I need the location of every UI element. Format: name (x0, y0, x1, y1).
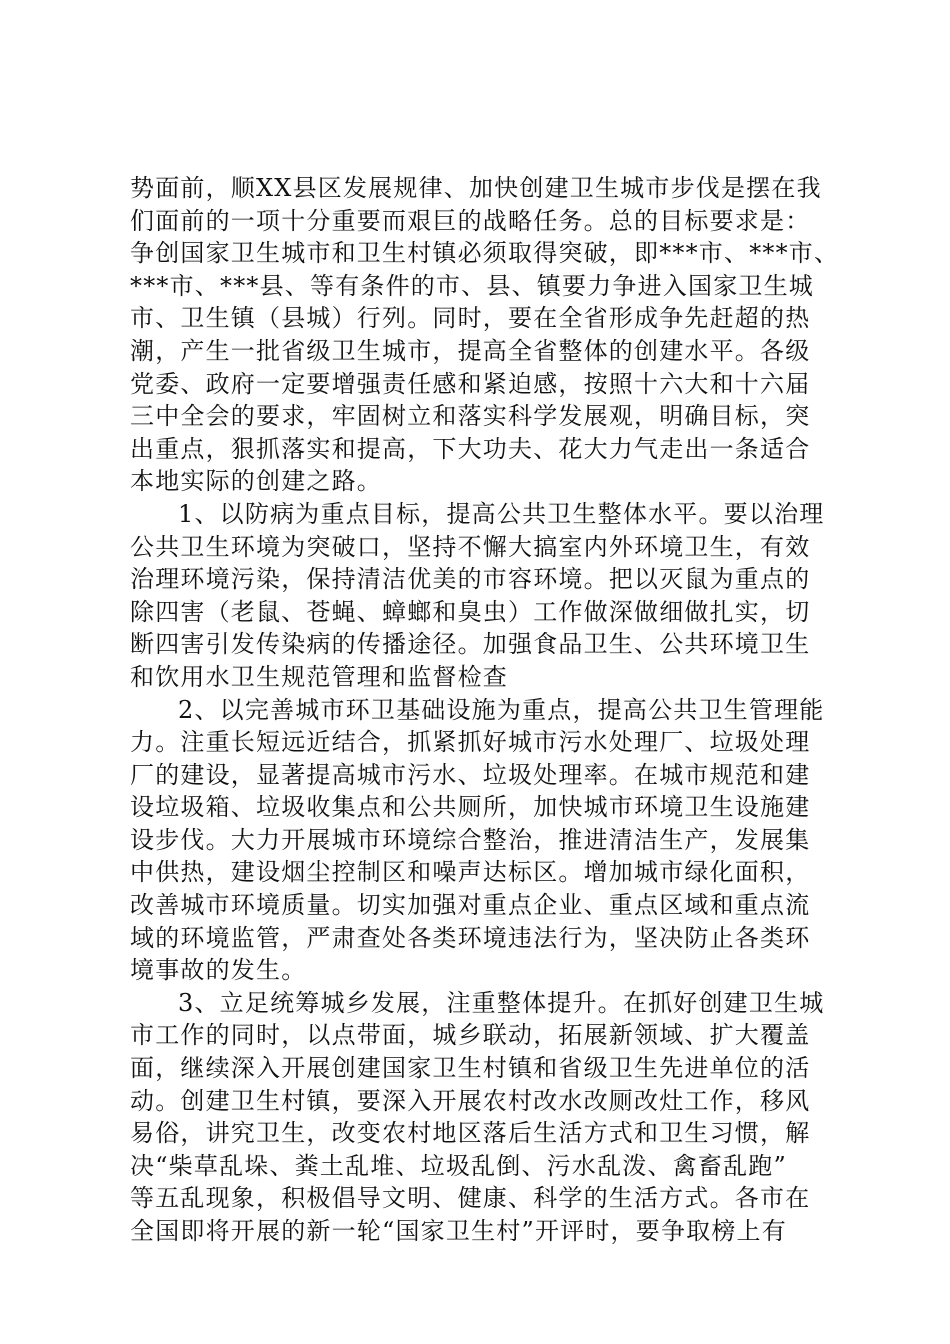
document-line: 1、以防病为重点目标，提高公共卫生整体水平。要以治理 (178, 499, 825, 528)
document-body (130, 172, 840, 1248)
document-line: 市工作的同时，以点带面，城乡联动，拓展新领域、扩大覆盖 (130, 1021, 811, 1050)
document-line: 三中全会的要求，牢固树立和落实科学发展观，明确目标，突 (130, 402, 811, 431)
document-line: 设垃圾箱、垃圾收集点和公共厕所，加快城市环境卫生设施建 (130, 793, 811, 822)
document-line: 和饮用水卫生规范管理和监督检查 (130, 662, 508, 691)
document-line: 断四害引发传染病的传播途径。加强食品卫生、公共环境卫生 (130, 630, 811, 659)
document-line: 易俗，讲究卫生，改变农村地区落后生活方式和卫生习惯，解 (130, 1119, 811, 1148)
document-line: 设步伐。大力开展城市环境综合整治，推进清洁生产，发展集 (130, 825, 811, 854)
document-line: 市、卫生镇（县城）行列。同时，要在全省形成争先赶超的热 (130, 304, 811, 333)
document-line: 势面前，顺XX县区发展规律、加快创建卫生城市步伐是摆在我 (130, 174, 822, 202)
document-line: 改善城市环境质量。切实加强对重点企业、重点区域和重点流 (130, 891, 811, 920)
document-line: 除四害（老鼠、苍蝇、蟑螂和臭虫）工作做深做细做扎实，切 (130, 597, 811, 626)
document-line: 全国即将开展的新一轮“国家卫生村”开评时，要争取榜上有 (130, 1217, 787, 1245)
document-line: 公共卫生环境为突破口，坚持不懈大搞室内外环境卫生，有效 (130, 532, 811, 561)
document-line: 3、立足统筹城乡发展，注重整体提升。在抓好创建卫生城 (178, 988, 825, 1017)
document-line: 中供热，建设烟尘控制区和噪声达标区。增加城市绿化面积， (130, 858, 811, 887)
document-line: ***市、***县、等有条件的市、县、镇要力争进入国家卫生城 (130, 271, 814, 300)
document-line: 动。创建卫生村镇，要深入开展农村改水改厕改灶工作，移风 (130, 1086, 811, 1115)
document-line: 潮，产生一批省级卫生城市，提高全省整体的创建水平。各级 (130, 336, 811, 365)
document-line: 党委、政府一定要增强责任感和紧迫感，按照十六大和十六届 (130, 369, 811, 398)
document-line: 境事故的发生。 (130, 956, 307, 985)
document-line: 厂的建设，显著提高城市污水、垃圾处理率。在城市规范和建 (130, 760, 811, 789)
document-line: 争创国家卫生城市和卫生村镇必须取得突破，即***市、***市、 (130, 239, 840, 268)
document-line: 治理环境污染，保持清洁优美的市容环境。把以灭鼠为重点的 (130, 565, 811, 594)
document-line: 2、以完善城市环卫基础设施为重点，提高公共卫生管理能 (178, 695, 825, 724)
document-line: 们面前的一项十分重要而艰巨的战略任务。总的目标要求是： (130, 206, 811, 235)
document-line: 面，继续深入开展创建国家卫生村镇和省级卫生先进单位的活 (130, 1054, 811, 1083)
document-line: 本地实际的创建之路。 (130, 467, 382, 496)
document-line: 决“柴草乱垛、粪土乱堆、垃圾乱倒、污水乱泼、禽畜乱跑” (130, 1151, 787, 1180)
document-line: 出重点，狠抓落实和提高，下大功夫、花大力气走出一条适合 (130, 434, 811, 463)
document-line: 等五乱现象，积极倡导文明、健康、科学的生活方式。各市在 (130, 1184, 811, 1213)
document-line: 力。注重长短远近结合，抓紧抓好城市污水处理厂、垃圾处理 (130, 728, 811, 757)
document-line: 域的环境监管，严肃查处各类环境违法行为，坚决防止各类环 (130, 923, 811, 952)
